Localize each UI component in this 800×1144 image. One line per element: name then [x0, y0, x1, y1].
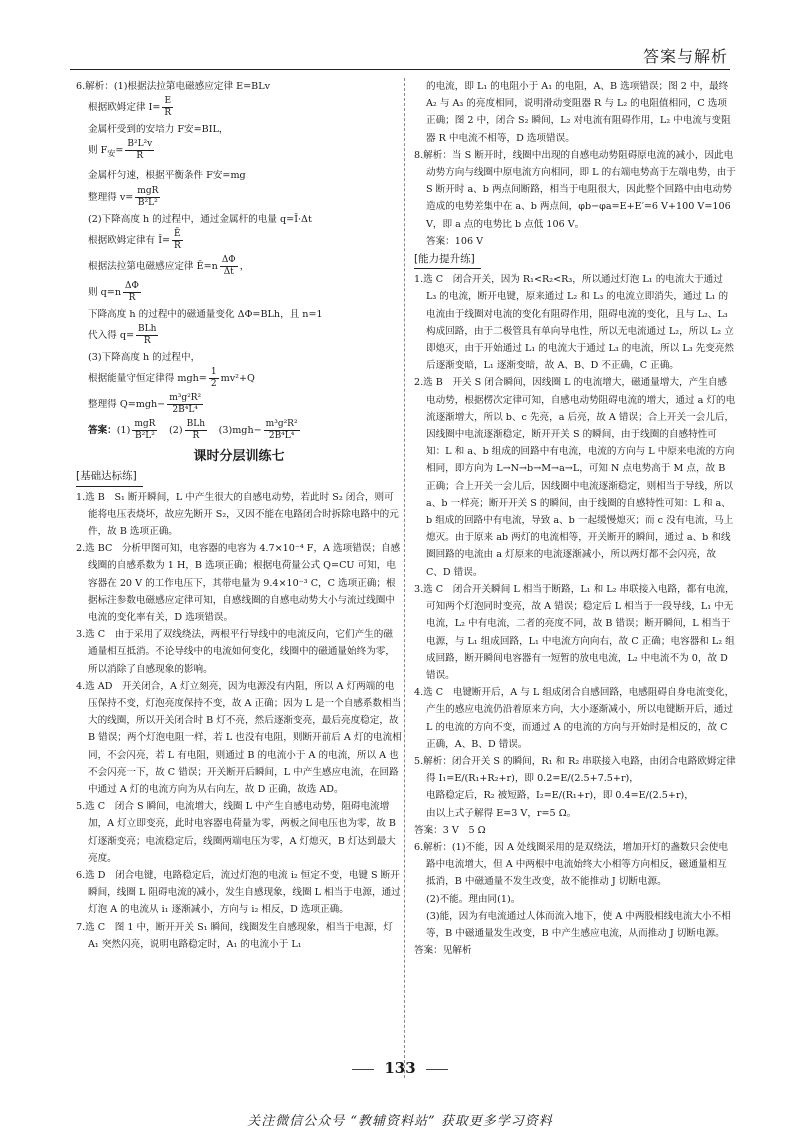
q6-line: (2)下降高度 h 的过程中，通过金属杆的电量 q=Ī·Δt — [88, 213, 312, 225]
fraction: $\frac{\text{B²L²v}}{R}$ — [127, 139, 153, 162]
column-divider — [404, 78, 405, 1078]
left-column — [76, 78, 402, 953]
list-item-line: (2)不能。理由同(1)。 — [426, 893, 521, 905]
list-item: 5.解析：闭合开关 S 的瞬间，R₁ 和 R₂ 串联接入电路，由闭合电路欧姆定律得 I₁=E/(R₁+R₂+r)，即 0.2=E/(2.5+7.5+r)， — [414, 755, 736, 785]
list-item: 4.选 AD 开关闭合，A 灯立刻亮，因为电源没有内阻，所以 A 灯两端的电压保持不变，灯泡亮度保持不变，故 A 正确；因为 L 是一个自感系数相当大的线圈，所以开关闭合时 B 灯不亮，然后逐渐变亮，最后亮度稳定，故 B 错误；两个灯泡电阻一样，若 L 也没有电阻，则断开前后 A 灯的电流相同，不会闪亮，若 L 有电阻，则通过 B 的电流小于 A 的电流，所以 A 也不会闪亮一下，故 C 错误；开关断开后瞬间，L 中产生感应电流，在回路中通过 A 灯的电流方向为从右向左，故 D 正确，故选 AD。 — [76, 680, 402, 795]
q6-line: 金属杆受到的安培力 F安=BIL， — [88, 124, 229, 136]
page-number — [0, 1059, 800, 1077]
right-column — [414, 78, 736, 959]
list-item: 8.解析：当 S 断开时，线圈中出现的自感电动势阻碍原电流的减小，因此电动势方向与线圈中原电流方向相同，即 L 的右端电势高于左端电势，由于 S 断开时 a、b 两点间断路，相当于电阻很大，因此整个回路中由电动势造成的电势差集中在 a、b 两点间，φb−φa=E+E′=6 V+100 V=106 V，即 a 点的电势比 b 点低 106 V。 — [414, 149, 736, 230]
dash-left — [352, 1069, 374, 1070]
footer-text: 关注微信公众号 “教辅资料站” 获取更多学习资料 — [247, 1114, 553, 1129]
list-item-line: (3)能，因为有电流通过人体而流入地下，使 A 中两股相线电流大小不相等，B 中磁通量发生改变，B 中产生感应电流，从而推动 J 切断电源。 — [426, 910, 731, 939]
q6-line: 根据能量守恒定律得 mgh= $\frac{1}{2}$ mv²+Q — [88, 367, 255, 390]
fraction: $\frac{\text{mgR}}{\text{B²L²}}$ — [137, 185, 159, 208]
list-item: 1.选 B S₁ 断开瞬间，L 中产生很大的自感电动势，若此时 S₂ 闭合，则可能将电压表烧坏，故应先断开 S₂，又因不能在电路闭合时拆除电路中的元件，故 B 选项正确。 — [76, 491, 399, 537]
section-title: 课时分层训练七 — [193, 449, 285, 465]
list-item-continued: 的电流，即 L₁ 的电阻小于 A₁ 的电阻，A、B 选项错误；图 2 中，最终 A₂ 与 A₃ 的亮度相同，说明滑动变阻器 R 与 L₂ 的电阻值相同，C 选项正确；图 2 中，闭合 S₂ 瞬间，L₂ 对电流有阻碍作用，L₂ 中电流与变阻器 R 中电流不相等，D 选项错误。 — [426, 81, 731, 144]
q6-line: 金属杆匀速，根据平衡条件 F安=mg — [88, 170, 246, 182]
list-item-line: 电路稳定后，R₂ 被短路，I₂=E/(R₁+r)，即 0.4=E/(2.5+r)， — [426, 790, 694, 802]
list-item: 6.解析：(1)不能，因 A 处线圈采用的是双绕法，增加开灯的盏数只会使电路中电流增大，但 A 中两根中电流始终大小相等方向相反，磁通量相互抵消，B 中磁通量不发生改变，故不能推动 J 切断电源。 — [414, 841, 728, 888]
list-item: 3.选 C 由于采用了双线绕法，两根平行导线中的电流反向，它们产生的磁通量相互抵消。不论导线中的电流如何变化，线圈中的磁通量始终为零，所以消除了自感现象的影响。 — [76, 629, 395, 675]
fraction: $\frac{\text{BLh}}{R}$ — [138, 323, 157, 346]
fraction: $\frac{1}{2}$ — [210, 367, 217, 390]
q6-line: (3)下降高度 h 的过程中， — [88, 351, 201, 363]
list-item-line: 由以上式子解得 E=3 V，r=5 Ω。 — [426, 807, 577, 819]
list-item: 5.选 C 闭合 S 瞬间，电流增大，线圈 L 中产生自感电动势，阻碍电流增加，A 灯立即变亮，此时电容器电荷量为零，两板之间电压也为零，故 B 灯逐渐变亮；电流稳定后，线圈两端电压为零，A 灯熄灭，B 灯达到最大亮度。 — [76, 801, 396, 864]
q6-line: 代入得 q= $\frac{\text{BLh}}{R}$ — [88, 323, 157, 346]
fraction: $\frac{E}{R}$ — [164, 96, 172, 119]
q6-line: 根据法拉第电磁感应定律 Ē=n $\frac{\Delta\Phi}{\Delta t}$ ， — [88, 254, 250, 277]
list-item: 4.选 C 电键断开后，A 与 L 组成闭合自感回路，电感阻碍自身电流变化，产生的感应电流仍沿着原来方向，大小逐渐减小，所以电键断开后，通过 L 的电流的方向不变，而通过 A 的电流的方向与开始时是相反的，故 C 正确，A、B、D 错误。 — [414, 687, 735, 750]
basic-practice-label: [基础达标练] — [76, 468, 143, 486]
answer-line: 答案：见解析 — [414, 945, 472, 957]
list-item: 1.选 C 闭合开关，因为 R₁<R₂<R₃，所以通过灯泡 L₁ 的电流大于通过 L₃ 的电流，断开电键，原来通过 L₂ 和 L₃ 的电流立即消失，通过 L₁ 的电流由于线圈对电流的变化有阻碍作用，阻碍电流的变化，且与 L₂、L₃ 构成回路，由于二极管具有单向导电性，所以无电流通过 L₂，所以 L₂ 立即熄灭，由于开始通过 L₁ 的电流大于通过 L₃ 的电流，所以 L₃ 先变亮然后逐渐变暗，L₁ 逐渐变暗，故 A、B、D 不正确，C 正确。 — [414, 274, 734, 372]
answer-line: 答案：3 V 5 Ω — [414, 824, 486, 836]
fraction: $\frac{Ē}{R}$ — [173, 228, 181, 251]
q6-answer: 答案：(1) $\frac{\text{mgR}}{\text{B²L²}}$ (2) $\frac{\text{BLh}}{R}$ (3)mgh− $\frac{\text{m³g²R²}}{\text{2B⁴L⁴}}$ — [88, 419, 298, 442]
fraction: $\frac{\Delta\Phi}{R}$ — [125, 280, 139, 303]
list-item: 6.选 D 闭合电键，电路稳定后，流过灯泡的电流 i₂ 恒定不变，电键 S 断开瞬间，线圈 L 阻碍电流的减小，发生自感现象，线圈 L 相当于电源，通过灯泡 A 的电流从 i₁ 逐渐减小，方向与 i₂ 相反，D 选项正确。 — [76, 870, 401, 916]
q6-line: 下降高度 h 的过程中的磁通量变化 ΔΦ=BLh，且 n=1 — [88, 308, 323, 320]
q6-line: 整理得 v= $\frac{\text{mgR}}{\text{B²L²}}$ — [88, 185, 159, 208]
header-rule — [70, 69, 730, 70]
q6-line: 则 q=n $\frac{\Delta\Phi}{R}$ — [88, 280, 139, 303]
fraction: $\frac{\text{m³g²R²}}{\text{2B⁴L⁴}}$ — [169, 393, 202, 416]
q6-line: 整理得 Q=mgh− $\frac{\text{m³g²R²}}{\text{2B⁴L⁴}}$ — [88, 393, 202, 416]
list-item: 3.选 C 闭合开关瞬间 L 相当于断路，L₁ 和 L₂ 串联接入电路，都有电流，可知两个灯泡同时变亮，故 A 错误；稳定后 L 相当于一段导线，L₁ 中无电流，L₂ 中有电流，二者的亮度不同，故 B 错误；断开瞬间，L 相当于电源，与 L₁ 组成回路，L₁ 中电流方向向右，故 C 正确；电容器和 L₂ 组成回路，断开瞬间电容器有一短暂的放电电流，L₂ 中电流不为 0，故 D 错误。 — [414, 583, 735, 681]
list-item: 7.选 C 图 1 中，断开开关 S₁ 瞬间，线圈发生自感现象，相当于电源，灯 A₁ 突然闪亮，说明电路稳定时，A₁ 的电流小于 L₁ — [76, 921, 393, 950]
header-title: 答案与解析 — [642, 47, 728, 66]
q6-line: 6.解析：(1)根据法拉第电磁感应定律 E=BLv — [76, 81, 270, 92]
dash-right — [426, 1069, 448, 1070]
fraction: $\frac{\Delta\Phi}{\Delta t}$ — [221, 254, 236, 277]
q6-line: 根据欧姆定律有 Ī= $\frac{Ē}{R}$ — [88, 228, 181, 251]
q6-line: 则 $F_安=$ $\frac{\text{B²L²v}}{R}$ — [88, 139, 153, 162]
answer-line: 答案：106 V — [426, 235, 484, 247]
list-item: 2.选 BC 分析甲图可知，电容器的电容为 4.7×10⁻⁴ F，A 选项错误；自感线圈的自感系数为 1 H，B 选项正确；根据电荷量公式 Q=CU 可知，电容器在 20 V 的工作电压下，其带电量为 9.4×10⁻³ C，C 选项正确；根据标注参数电磁感应定律可知，自感线圈的自感电动势大小与流过线圈中电流的变化率有关，D 选项错误。 — [76, 543, 401, 623]
advanced-practice-label: [能力提升练] — [414, 251, 481, 269]
q6-line: 根据欧姆定律 I= $\frac{E}{R}$ — [88, 96, 172, 119]
page-number-text: 133 — [384, 1059, 416, 1077]
list-item: 2.选 B 开关 S 闭合瞬间，因线圈 L 的电流增大，磁通量增大，产生自感电动势，根据楞次定律可知，自感电动势阻碍电流的增大，通过 a 灯的电流逐渐增大，所以 b、c 先亮，a 后亮，故 A 错误；合上开关一会儿后，因线圈中电流逐渐稳定，断开开关 S 的瞬间，由于线圈的自感特性可知：L 和 a、b 组成的回路中有电流，电流的方向与 L 中原来电流的方向相同，即方向为 L→N→b→M→a→L，可知 N 点电势高于 M 点，故 B 正确；合上开关一会儿后，因线圈中电流逐渐稳定，则相当于导线，所以 a、b 一样亮；断开开关 S 的瞬间，由于线圈的自感特性可知：L 和 a、b 组成的回路中有电流，导致 a、b 一起缓慢熄灭；而 c 没有电流，马上熄灭。由于原来 ab 两灯的电流相等，开关断开的瞬间，通过 a、b 和线圈回路的电流由 a 灯原来的电流逐渐减小，所以两灯都不会闪亮，故 C、D 错误。 — [414, 377, 736, 578]
